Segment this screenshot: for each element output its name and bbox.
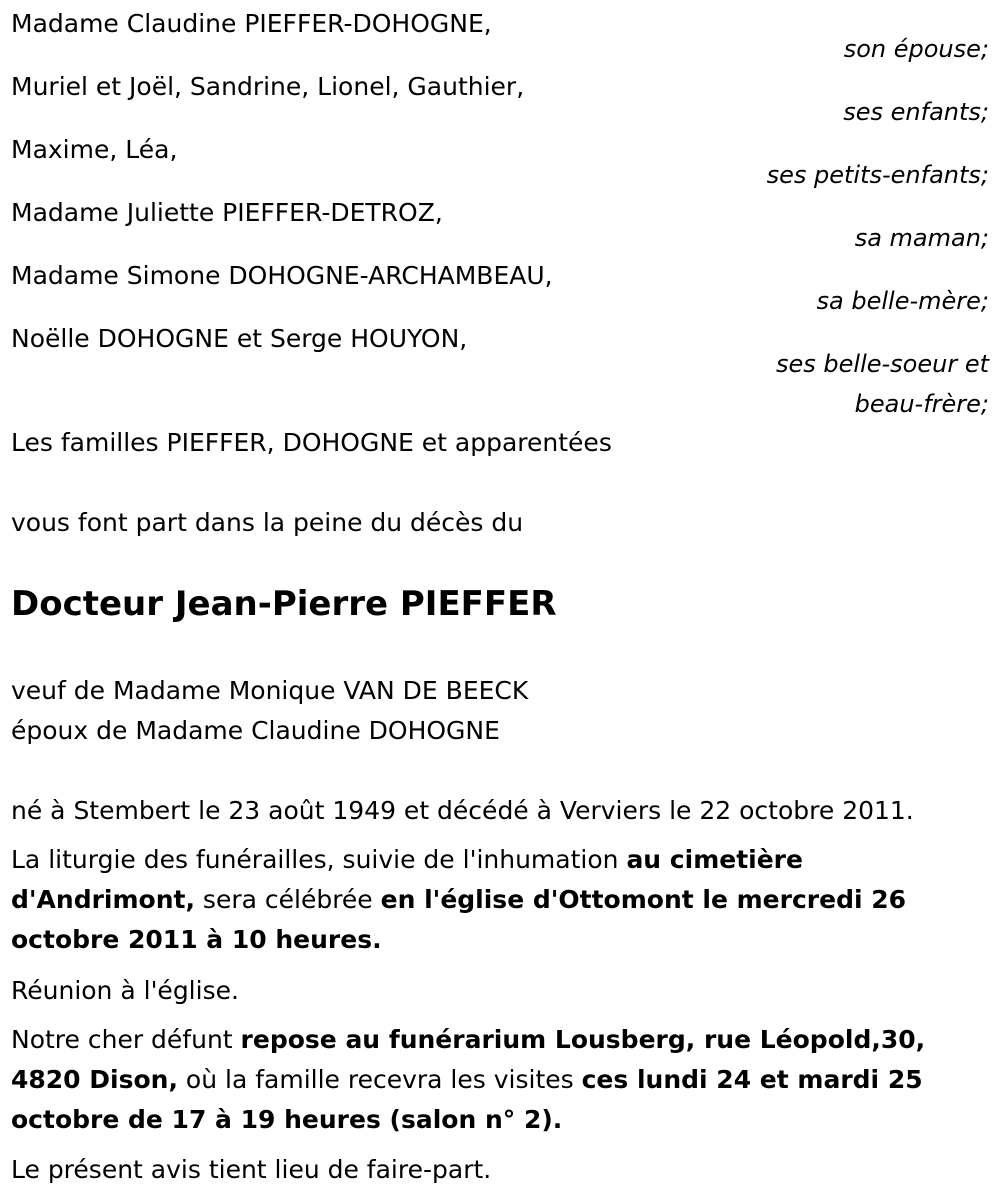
visitation-paragraph: Notre cher défunt repose au funérarium Lousberg, rue Léopold,30, 4820 Dison, où la famille recevra les visites ces lundi 24 et mardi 25 octobre de 17 à 19 heures (salon n° 2). bbox=[11, 1025, 926, 1134]
family-member-name: Noëlle DOHOGNE et Serge HOUYON, bbox=[11, 324, 468, 353]
family-member-relation: beau-frère; bbox=[854, 390, 989, 418]
reunion-note: Réunion à l'église. bbox=[11, 976, 239, 1005]
family-member-relation: ses enfants; bbox=[843, 98, 989, 126]
closing-note: Le présent avis tient lieu de faire-part. bbox=[11, 1155, 492, 1184]
announcement: vous font part dans la peine du décès du bbox=[11, 508, 524, 537]
family-member-relation: ses petits-enfants; bbox=[766, 161, 989, 189]
liturgy-paragraph: La liturgie des funérailles, suivie de l'inhumation au cimetière d'Andrimont, sera célébrée en l'église d'Ottomont le mercredi 26 octobre 2011 à 10 heures. bbox=[11, 845, 907, 954]
family-member-name: Madame Simone DOHOGNE-ARCHAMBEAU, bbox=[11, 261, 553, 290]
families-line: Les familles PIEFFER, DOHOGNE et apparentées bbox=[11, 428, 612, 457]
birth-death-info: né à Stembert le 23 août 1949 et décédé à Verviers le 22 octobre 2011. bbox=[11, 796, 914, 825]
family-member-relation: son épouse; bbox=[843, 35, 989, 63]
family-member-relation: sa maman; bbox=[854, 224, 989, 252]
spouse-of: époux de Madame Claudine DOHOGNE bbox=[11, 716, 500, 745]
deceased-name: Docteur Jean-Pierre PIEFFER bbox=[11, 584, 557, 624]
family-member-name: Maxime, Léa, bbox=[11, 135, 178, 164]
family-member-name: Muriel et Joël, Sandrine, Lionel, Gauthier, bbox=[11, 72, 525, 101]
family-member-name: Madame Claudine PIEFFER-DOHOGNE, bbox=[11, 9, 492, 38]
family-member-name: Madame Juliette PIEFFER-DETROZ, bbox=[11, 198, 443, 227]
family-member-relation: sa belle-mère; bbox=[816, 287, 989, 315]
widower-of: veuf de Madame Monique VAN DE BEECK bbox=[11, 676, 529, 705]
family-member-relation: ses belle-soeur et bbox=[776, 350, 989, 378]
